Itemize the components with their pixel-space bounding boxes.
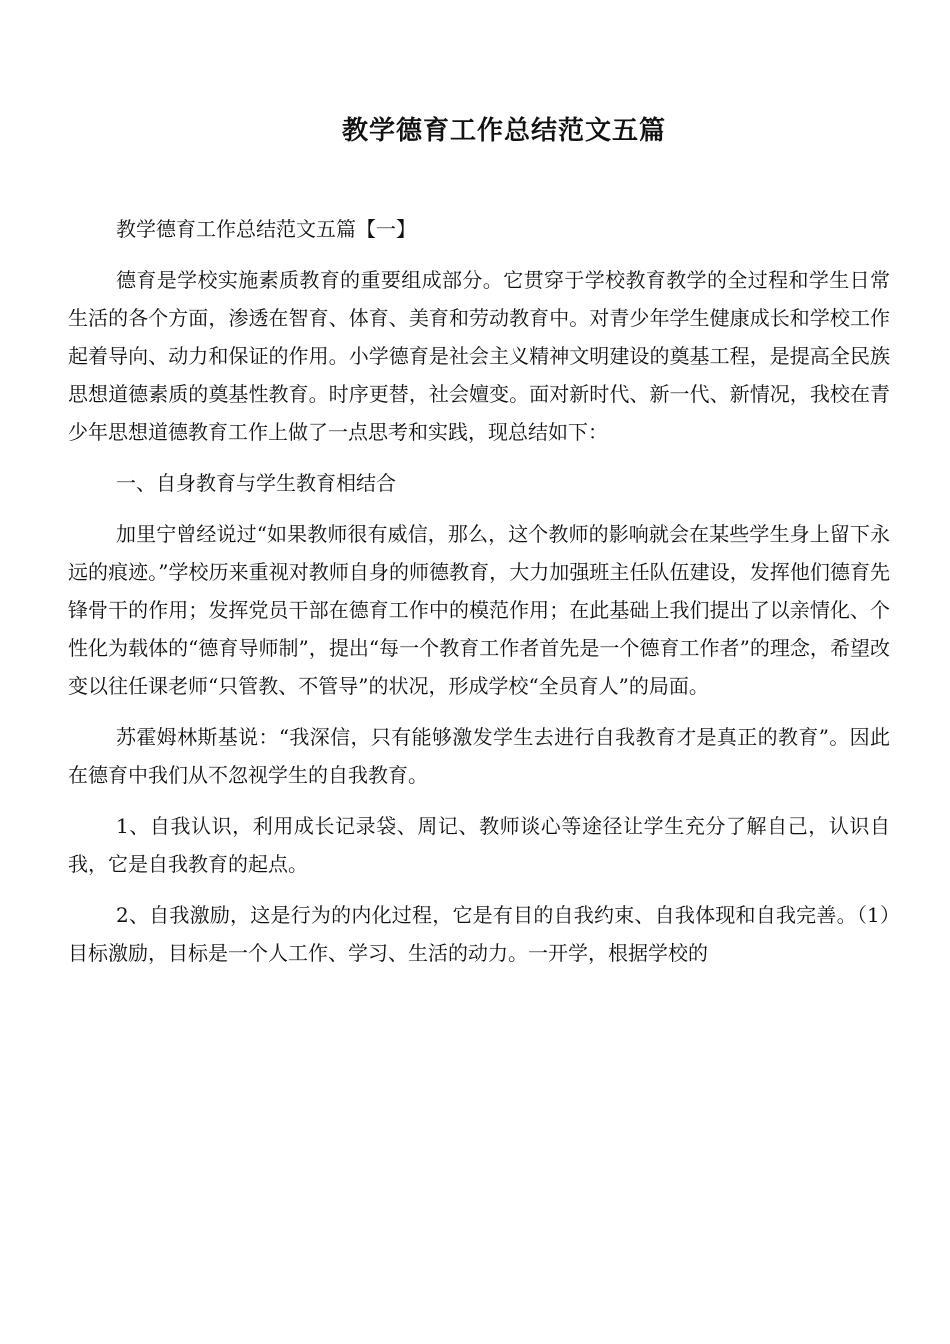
- document-title: 教学德育工作总结范文五篇: [341, 116, 666, 147]
- paragraph-teacher-education: 加里宁曾经说过“如果教师很有威信，那么，这个教师的影响就会在某些学生身上留下永远的痕迹。”学校历来重视对教师自身的师德教育，大力加强班主任队伍建设，发挥他们德育先锋骨干的作用；发挥党员干部在德育工作中的模范作用；在此基础上我们提出了以亲情化、个性化为载体的“德育导师制”，提出“每一个教育工作者首先是一个德育工作者”的理念，希望改变以往任课老师“只管教、不管导”的状况，形成学校“全员育人”的局面。: [68, 522, 890, 698]
- section-heading: 教学德育工作总结范文五篇【一】: [116, 217, 416, 241]
- paragraph-self-awareness: 1、自我认识，利用成长记录袋、周记、教师谈心等途径让学生充分了解自己，认识自我，它是自我教育的起点。: [68, 814, 890, 876]
- document-body: [68, 210, 890, 985]
- paragraph-self-education: 苏霍姆林斯基说：“我深信，只有能够激发学生去进行自我教育才是真正的教育”。因此在德育中我们从不忽视学生的自我教育。: [68, 725, 890, 787]
- subsection-heading: 一、自身教育与学生教育相结合: [116, 471, 396, 495]
- paragraph-self-motivation: 2、自我激励，这是行为的内化过程，它是有目的自我约束、自我体现和自我完善。（1）目标激励，目标是一个人工作、学习、生活的动力。一开学，根据学校的: [68, 903, 890, 965]
- paragraph-intro: 德育是学校实施素质教育的重要组成部分。它贯穿于学校教育教学的全过程和学生日常生活的各个方面，渗透在智育、体育、美育和劳动教育中。对青少年学生健康成长和学校工作起着导向、动力和保证的作用。小学德育是社会主义精神文明建设的奠基工程，是提高全民族思想道德素质的奠基性教育。时序更替，社会嬗变。面对新时代、新一代、新情况，我校在青少年思想道德教育工作上做了一点思考和实践，现总结如下：: [68, 268, 890, 444]
